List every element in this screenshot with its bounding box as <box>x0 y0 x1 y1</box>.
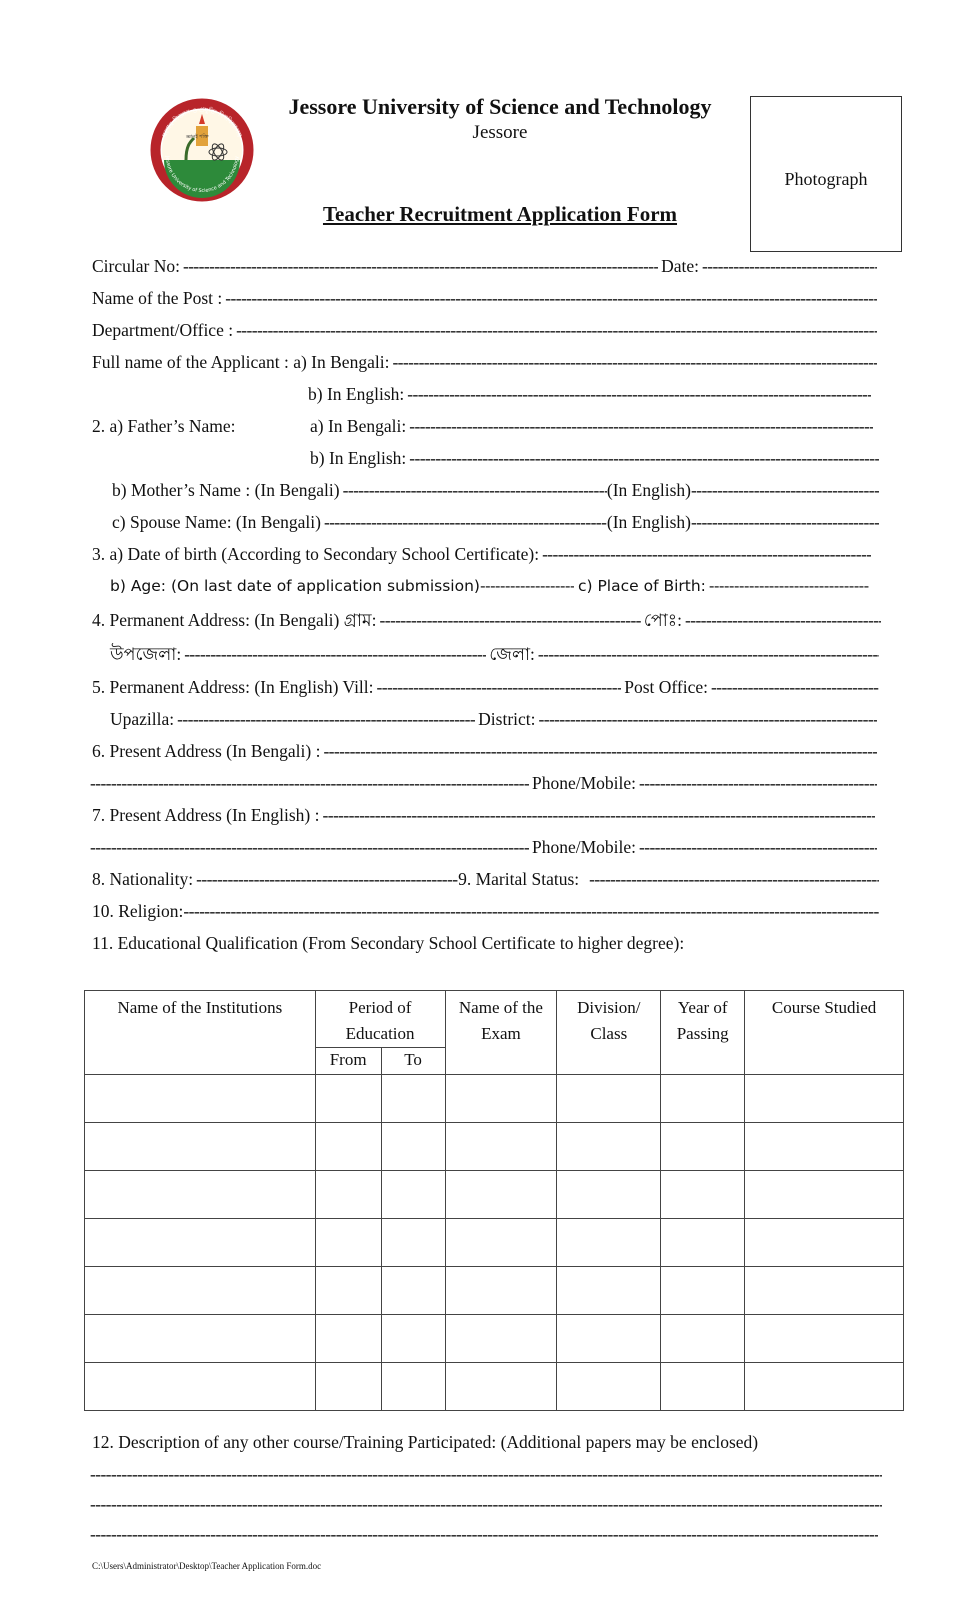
religion-row <box>92 901 882 923</box>
perm-english-label: 5. Permanent Address: (In English) Vill: <box>92 677 374 697</box>
phone-label-2: Phone/Mobile: <box>531 837 636 857</box>
table-cell[interactable] <box>381 1123 445 1171</box>
phone-field-2[interactable] <box>639 837 877 858</box>
nationality-row <box>92 869 882 891</box>
nationality-field[interactable] <box>196 869 458 890</box>
age-row <box>110 577 872 599</box>
table-row <box>85 1171 904 1219</box>
table-cell[interactable] <box>745 1171 904 1219</box>
table-cell[interactable] <box>745 1363 904 1411</box>
col-exam: Name of the Exam <box>445 991 557 1075</box>
date-label: Date: <box>661 256 699 276</box>
department-row <box>92 320 880 342</box>
table-cell[interactable] <box>315 1075 381 1123</box>
table-cell[interactable] <box>745 1075 904 1123</box>
table-cell[interactable] <box>557 1363 661 1411</box>
perm-english-row-2 <box>110 709 880 731</box>
table-cell[interactable] <box>661 1315 745 1363</box>
table-row <box>85 1315 904 1363</box>
present-bengali-field-2[interactable] <box>90 773 529 794</box>
present-bengali-row <box>92 741 880 763</box>
father-bengali-label: a) In Bengali: <box>310 416 407 436</box>
religion-label: 10. Religion: <box>92 901 184 921</box>
table-cell[interactable] <box>445 1075 557 1123</box>
table-row <box>85 1267 904 1315</box>
father-bengali-field[interactable] <box>409 416 873 437</box>
perm-bengali-village-field[interactable] <box>380 610 641 631</box>
spouse-english-label: (In English) <box>606 512 691 532</box>
table-cell[interactable] <box>85 1363 316 1411</box>
marital-field[interactable] <box>589 869 879 890</box>
father-bengali-row <box>92 416 876 438</box>
table-row <box>85 1363 904 1411</box>
table-cell[interactable] <box>661 1267 745 1315</box>
table-cell[interactable] <box>315 1363 381 1411</box>
mother-bengali-field[interactable] <box>343 480 607 501</box>
form-title: Teacher Recruitment Application Form <box>322 202 678 226</box>
perm-english-district-field[interactable] <box>539 709 878 730</box>
applicant-name-label: Full name of the Applicant : a) In Bengali: <box>92 352 390 372</box>
table-cell[interactable] <box>381 1267 445 1315</box>
university-city: Jessore <box>472 122 528 143</box>
training-field-2[interactable] <box>90 1494 882 1515</box>
training-field-3[interactable] <box>90 1524 878 1545</box>
education-table <box>84 990 904 1411</box>
table-cell[interactable] <box>557 1219 661 1267</box>
perm-english-upazilla-field[interactable] <box>177 709 475 730</box>
department-label: Department/Office : <box>92 320 234 340</box>
age-field[interactable] <box>480 577 574 595</box>
date-field[interactable] <box>702 256 877 277</box>
father-english-field[interactable] <box>409 448 879 469</box>
mother-label: b) Mother’s Name : (In Bengali) <box>112 480 340 500</box>
table-cell[interactable] <box>745 1315 904 1363</box>
table-cell[interactable] <box>445 1171 557 1219</box>
training-heading: 12. Description of any other course/Training Participated: (Additional papers may be enclosed) <box>92 1432 759 1452</box>
present-english-phone-row <box>90 837 880 859</box>
applicant-english-row <box>308 384 874 406</box>
col-to: To <box>381 1048 445 1075</box>
university-logo <box>150 98 254 202</box>
file-path-footer: C:\Users\Administrator\Desktop\Teacher Application Form.doc <box>92 1561 322 1571</box>
table-cell[interactable] <box>661 1363 745 1411</box>
phone-field-1[interactable] <box>639 773 877 794</box>
age-label: b) Age: (On last date of application submission) <box>110 577 480 595</box>
department-field[interactable] <box>236 320 877 341</box>
birth-place-label: c) Place of Birth: <box>577 577 706 595</box>
table-cell[interactable] <box>445 1363 557 1411</box>
perm-bengali-upazila-label: উপজেলা: <box>110 644 182 664</box>
post-row <box>92 288 880 310</box>
table-row <box>85 1123 904 1171</box>
spouse-english-field[interactable] <box>691 512 879 533</box>
perm-bengali-post-label: পোঃ: <box>643 610 682 630</box>
perm-bengali-district-field[interactable] <box>538 644 879 665</box>
table-cell[interactable] <box>85 1171 316 1219</box>
father-english-row <box>310 448 882 470</box>
table-cell[interactable] <box>315 1219 381 1267</box>
table-cell[interactable] <box>315 1267 381 1315</box>
circular-row <box>92 256 880 278</box>
table-cell[interactable] <box>381 1171 445 1219</box>
photograph-label: Photograph <box>784 169 868 189</box>
table-cell[interactable] <box>85 1123 316 1171</box>
father-english-label: b) In English: <box>310 448 407 468</box>
training-line-3 <box>90 1524 878 1546</box>
table-cell[interactable] <box>557 1123 661 1171</box>
svg-text:Jessore University of Science: Jessore University of Science and Technology <box>163 155 241 195</box>
svg-text:জ্ঞানই শক্তি: জ্ঞানই শক্তি <box>186 134 209 140</box>
training-line-2 <box>90 1494 882 1516</box>
table-cell[interactable] <box>661 1171 745 1219</box>
table-cell[interactable] <box>745 1219 904 1267</box>
svg-text:যশোর বিজ্ঞান ও প্রযুক্তি বিশ্ব: যশোর বিজ্ঞান ও প্রযুক্তি বিশ্ববিদ্যালয় <box>160 105 244 139</box>
table-cell[interactable] <box>445 1219 557 1267</box>
perm-bengali-post-field[interactable] <box>685 610 881 631</box>
spouse-bengali-field[interactable] <box>324 512 607 533</box>
applicant-english-label: b) In English: <box>308 384 405 404</box>
spouse-label: c) Spouse Name: (In Bengali) <box>112 512 321 532</box>
perm-bengali-row-1 <box>92 608 884 630</box>
col-year: Year of Passing <box>661 991 745 1075</box>
mother-english-field[interactable] <box>691 480 879 501</box>
training-field-1[interactable] <box>90 1464 882 1485</box>
table-cell[interactable] <box>381 1075 445 1123</box>
table-cell[interactable] <box>315 1171 381 1219</box>
post-label: Name of the Post : <box>92 288 223 308</box>
table-row <box>85 1075 904 1123</box>
table-cell[interactable] <box>381 1363 445 1411</box>
mother-english-label: (In English) <box>606 480 691 500</box>
perm-bengali-label: 4. Permanent Address: (In Bengali) গ্রাম: <box>92 610 377 630</box>
perm-bengali-district-label: জেলা: <box>489 644 535 664</box>
spouse-row <box>112 512 882 534</box>
training-line-1 <box>90 1464 882 1486</box>
university-name: Jessore University of Science and Technology <box>288 94 712 119</box>
table-cell[interactable] <box>745 1267 904 1315</box>
col-institution: Name of the Institutions <box>85 991 316 1075</box>
perm-bengali-row-2 <box>110 642 882 664</box>
col-period: Period of Education <box>315 991 445 1048</box>
present-english-row <box>92 805 878 827</box>
present-bengali-label: 6. Present Address (In Bengali) : <box>92 741 321 761</box>
table-cell[interactable] <box>661 1219 745 1267</box>
perm-english-village-field[interactable] <box>377 677 622 698</box>
present-bengali-phone-row <box>90 773 880 795</box>
dob-row <box>92 544 874 566</box>
table-cell[interactable] <box>85 1315 316 1363</box>
table-cell[interactable] <box>557 1171 661 1219</box>
applicant-bengali-field[interactable] <box>392 352 877 373</box>
present-bengali-field[interactable] <box>323 741 877 762</box>
table-cell[interactable] <box>85 1075 316 1123</box>
present-english-label: 7. Present Address (In English) : <box>92 805 320 825</box>
table-cell[interactable] <box>557 1267 661 1315</box>
phone-label-1: Phone/Mobile: <box>531 773 636 793</box>
present-english-field[interactable] <box>322 805 875 826</box>
present-english-field-2[interactable] <box>90 837 529 858</box>
table-cell[interactable] <box>315 1123 381 1171</box>
table-cell[interactable] <box>315 1315 381 1363</box>
table-cell[interactable] <box>445 1123 557 1171</box>
table-row <box>85 1219 904 1267</box>
dob-field[interactable] <box>542 544 871 565</box>
perm-english-post-field[interactable] <box>711 677 879 698</box>
col-division: Division/ Class <box>557 991 661 1075</box>
table-cell[interactable] <box>381 1315 445 1363</box>
table-cell[interactable] <box>445 1315 557 1363</box>
circular-no-label: Circular No: <box>92 256 180 276</box>
post-field[interactable] <box>225 288 877 309</box>
perm-english-district-label: District: <box>478 709 536 729</box>
table-cell[interactable] <box>745 1123 904 1171</box>
perm-english-post-label: Post Office: <box>624 677 708 697</box>
table-cell[interactable] <box>661 1075 745 1123</box>
religion-field[interactable] <box>183 901 879 922</box>
table-cell[interactable] <box>557 1075 661 1123</box>
col-course: Course Studied <box>745 991 904 1075</box>
perm-english-upazilla-label: Upazilla: <box>110 709 175 729</box>
birth-place-field[interactable] <box>709 577 869 595</box>
table-cell[interactable] <box>85 1267 316 1315</box>
nationality-label: 8. Nationality: <box>92 869 194 889</box>
table-cell[interactable] <box>445 1267 557 1315</box>
perm-english-row-1 <box>92 677 882 699</box>
education-heading: 11. Educational Qualification (From Secondary School Certificate to higher degree): <box>92 933 685 953</box>
col-from: From <box>315 1048 381 1075</box>
table-cell[interactable] <box>85 1219 316 1267</box>
mother-row <box>112 480 882 502</box>
marital-label: 9. Marital Status: <box>458 869 580 889</box>
dob-label: 3. a) Date of birth (According to Secondary School Certificate): <box>92 544 540 564</box>
photograph-box[interactable] <box>750 96 902 252</box>
circular-no-field[interactable] <box>183 256 658 277</box>
table-cell[interactable] <box>381 1219 445 1267</box>
table-cell[interactable] <box>557 1315 661 1363</box>
perm-bengali-upazila-field[interactable] <box>184 644 486 665</box>
applicant-english-field[interactable] <box>407 384 871 405</box>
father-label: 2. a) Father’s Name: <box>92 416 236 436</box>
applicant-bengali-row <box>92 352 880 374</box>
table-cell[interactable] <box>661 1123 745 1171</box>
